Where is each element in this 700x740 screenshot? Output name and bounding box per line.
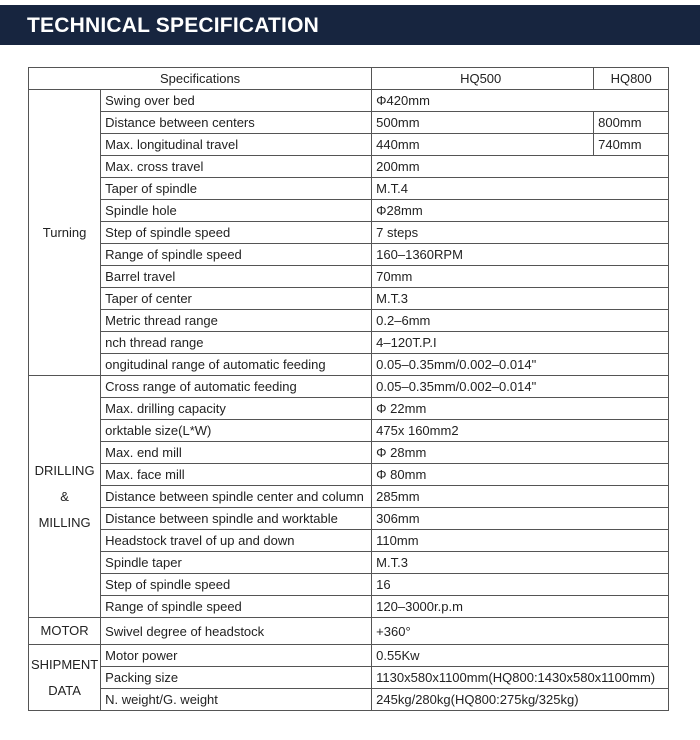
- table-row: [29, 134, 669, 156]
- table-row: [29, 376, 669, 398]
- spec-label: Step of spindle speed: [101, 574, 372, 596]
- table-row: [29, 398, 669, 420]
- table-row: [29, 574, 669, 596]
- table-row: [29, 90, 669, 112]
- category-line: &: [60, 488, 69, 504]
- category-drilling-milling: [29, 376, 101, 618]
- spec-value: M.T.3: [372, 552, 669, 574]
- model-a-header: HQ500: [372, 68, 594, 90]
- spec-value: 120–3000r.p.m: [372, 596, 669, 618]
- spec-label: Taper of center: [101, 288, 372, 310]
- table-row: [29, 508, 669, 530]
- table-row: [29, 178, 669, 200]
- spec-label: Max. longitudinal travel: [101, 134, 372, 156]
- category-line: DRILLING: [34, 462, 95, 478]
- spec-label: Swing over bed: [101, 90, 372, 112]
- spec-value: 0.55Kw: [372, 645, 669, 667]
- spec-value: 7 steps: [372, 222, 669, 244]
- table-row: [29, 112, 669, 134]
- spec-value: M.T.4: [372, 178, 669, 200]
- spec-label: Distance between centers: [101, 112, 372, 134]
- table-row: [29, 486, 669, 508]
- spec-label: Packing size: [101, 667, 372, 689]
- spec-value: Φ28mm: [372, 200, 669, 222]
- spec-value: 160–1360RPM: [372, 244, 669, 266]
- spec-value: Φ 80mm: [372, 464, 669, 486]
- table-row: [29, 266, 669, 288]
- spec-value: 0.2–6mm: [372, 310, 669, 332]
- spec-table: [28, 67, 669, 711]
- table-row: [29, 156, 669, 178]
- spec-value: 70mm: [372, 266, 669, 288]
- spec-label: Distance between spindle and worktable: [101, 508, 372, 530]
- title-banner: [0, 5, 700, 45]
- table-row: [29, 618, 669, 645]
- category-shipment-data: [29, 645, 101, 711]
- table-row: [29, 667, 669, 689]
- spec-label: Metric thread range: [101, 310, 372, 332]
- table-row: [29, 244, 669, 266]
- spec-label: Max. face mill: [101, 464, 372, 486]
- spec-label: Range of spindle speed: [101, 596, 372, 618]
- table-row: [29, 420, 669, 442]
- spec-label: Max. drilling capacity: [101, 398, 372, 420]
- table-row: [29, 310, 669, 332]
- table-row: [29, 354, 669, 376]
- spec-label: Headstock travel of up and down: [101, 530, 372, 552]
- spec-label: ongitudinal range of automatic feeding: [101, 354, 372, 376]
- spec-value: M.T.3: [372, 288, 669, 310]
- spec-value: 0.05–0.35mm/0.002–0.014": [372, 376, 669, 398]
- spec-label: Motor power: [101, 645, 372, 667]
- spec-label: Max. end mill: [101, 442, 372, 464]
- spec-value: Φ420mm: [372, 90, 669, 112]
- spec-value: 4–120T.P.I: [372, 332, 669, 354]
- specifications-header: Specifications: [29, 68, 372, 90]
- table-row: [29, 689, 669, 711]
- table-row: [29, 332, 669, 354]
- spec-value: Φ 22mm: [372, 398, 669, 420]
- table-row: [29, 442, 669, 464]
- spec-label: Cross range of automatic feeding: [101, 376, 372, 398]
- spec-value: 475x 160mm2: [372, 420, 669, 442]
- model-b-header: HQ800: [594, 68, 669, 90]
- spec-label: Barrel travel: [101, 266, 372, 288]
- spec-label: nch thread range: [101, 332, 372, 354]
- spec-value: +360°: [372, 618, 669, 645]
- spec-label: Spindle hole: [101, 200, 372, 222]
- category-line: MILLING: [38, 514, 91, 530]
- table-row: [29, 200, 669, 222]
- spec-value: 440mm: [372, 134, 594, 156]
- spec-value: 110mm: [372, 530, 669, 552]
- spec-value: 1130x580x1100mm(HQ800:1430x580x1100mm): [372, 667, 669, 689]
- spec-label: Spindle taper: [101, 552, 372, 574]
- spec-value-hq800: 800mm: [594, 112, 669, 134]
- spec-label: Swivel degree of headstock: [101, 618, 372, 645]
- table-row: [29, 288, 669, 310]
- spec-value-hq800: 740mm: [594, 134, 669, 156]
- spec-value: 500mm: [372, 112, 594, 134]
- spec-label: orktable size(L*W): [101, 420, 372, 442]
- table-row: [29, 552, 669, 574]
- spec-label: Step of spindle speed: [101, 222, 372, 244]
- spec-label: Distance between spindle center and column: [101, 486, 372, 508]
- table-row: [29, 645, 669, 667]
- spec-value: 245kg/280kg(HQ800:275kg/325kg): [372, 689, 669, 711]
- spec-value: 16: [372, 574, 669, 596]
- table-row: [29, 222, 669, 244]
- spec-label: Range of spindle speed: [101, 244, 372, 266]
- spec-value: Φ 28mm: [372, 442, 669, 464]
- category-turning: Turning: [29, 90, 101, 376]
- category-line: SHIPMENT: [31, 656, 99, 672]
- table-row: [29, 596, 669, 618]
- spec-label: Max. cross travel: [101, 156, 372, 178]
- spec-label: Taper of spindle: [101, 178, 372, 200]
- table-row: [29, 530, 669, 552]
- spec-value: 306mm: [372, 508, 669, 530]
- spec-value: 285mm: [372, 486, 669, 508]
- table-header-row: [29, 68, 669, 90]
- spec-value: 200mm: [372, 156, 669, 178]
- page-title: TECHNICAL SPECIFICATION: [27, 14, 319, 37]
- category-line: DATA: [48, 682, 81, 698]
- spec-label: N. weight/G. weight: [101, 689, 372, 711]
- spec-value: 0.05–0.35mm/0.002–0.014": [372, 354, 669, 376]
- table-row: [29, 464, 669, 486]
- category-motor: MOTOR: [29, 618, 101, 645]
